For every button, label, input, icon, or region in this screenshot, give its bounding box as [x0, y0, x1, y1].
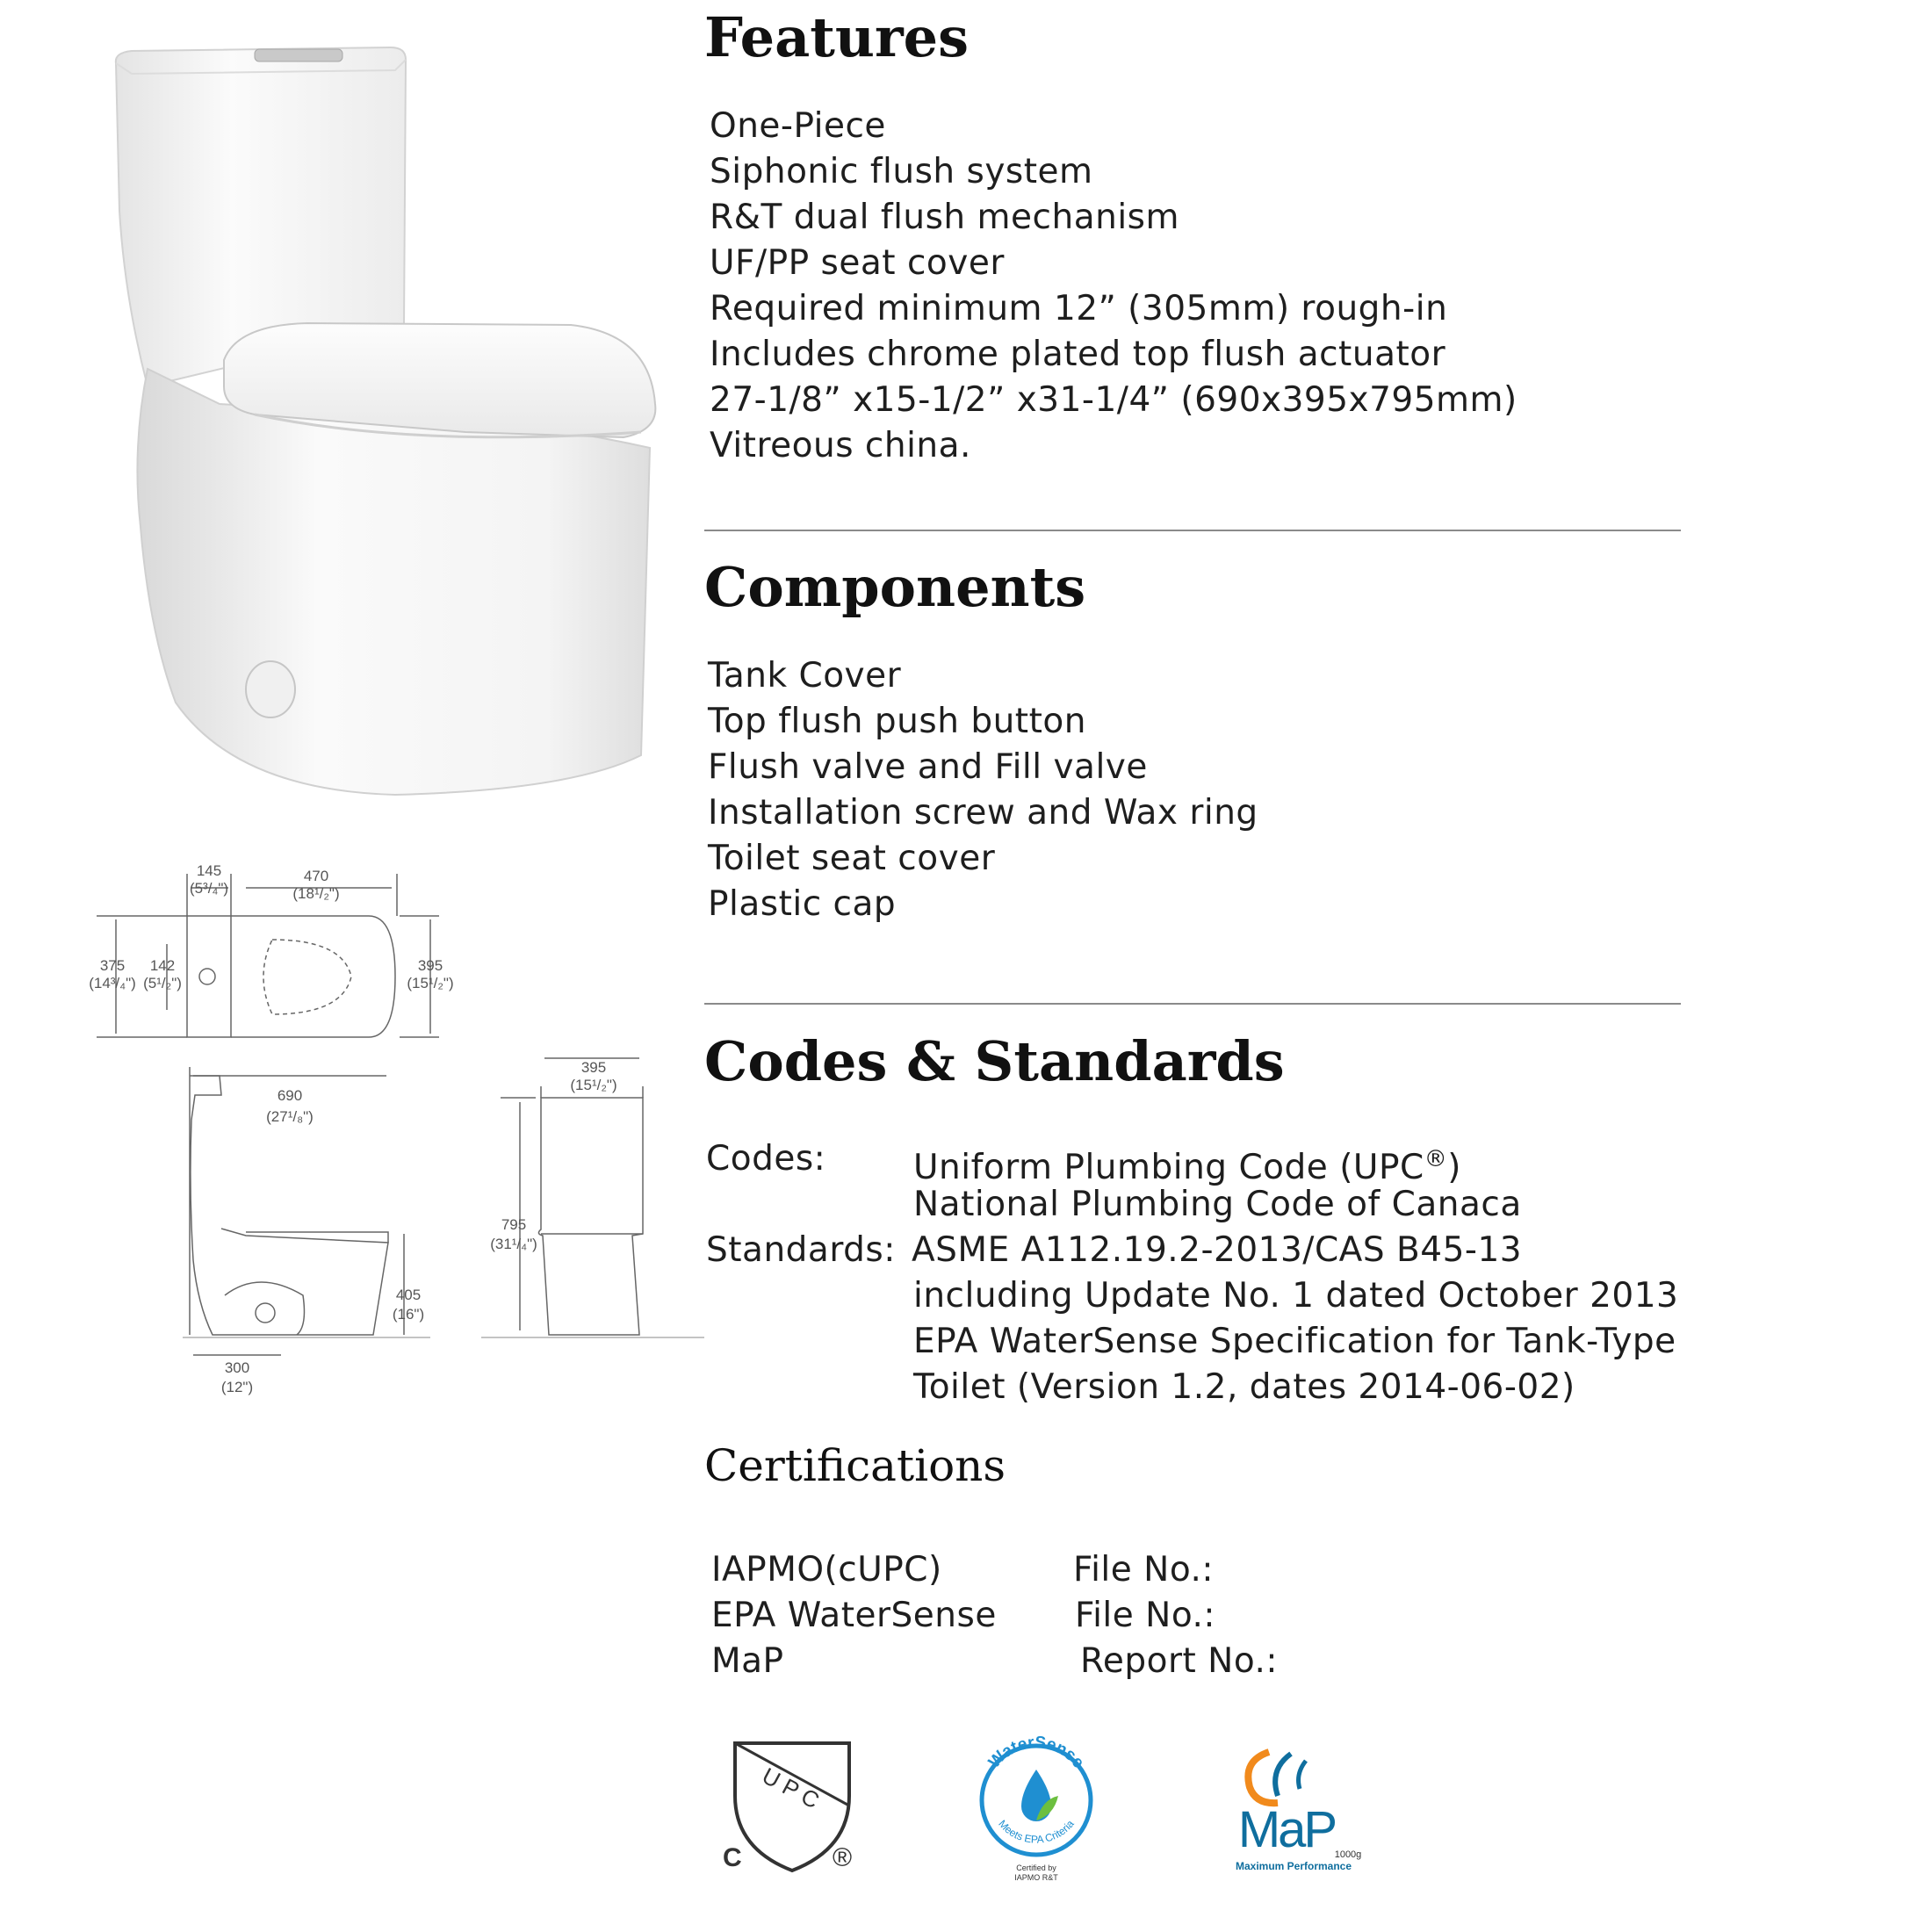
features-list: [710, 104, 1517, 469]
registered-mark: ®: [1424, 1146, 1448, 1172]
cert-file: File No.:: [1075, 1596, 1216, 1635]
cert-name: MaP: [711, 1641, 784, 1681]
feature-item: R&T dual flush mechanism: [710, 198, 1179, 237]
code-canada: National Plumbing Code of Canaca: [913, 1185, 1522, 1224]
cert-file: File No.:: [1073, 1550, 1215, 1590]
dim-395-top: 395: [417, 957, 443, 974]
feature-item: Includes chrome plated top flush actuator: [710, 335, 1446, 374]
dim-690: 690: [277, 1087, 303, 1104]
map-weight: 1000g: [1334, 1849, 1362, 1860]
svg-text:Meets EPA Criteria: [996, 1818, 1077, 1846]
standard-line: ASME A112.19.2-2013/CAS B45-13: [912, 1230, 1523, 1270]
component-item: Top flush push button: [708, 702, 1086, 741]
watersense-cert: Certified by: [1016, 1864, 1056, 1872]
cert-name: IAPMO(cUPC): [711, 1550, 942, 1590]
upc-text: U P C: [758, 1762, 824, 1814]
dim-300: 300: [224, 1359, 250, 1376]
upc-c: C: [723, 1843, 742, 1872]
cupc-logo: [716, 1734, 869, 1884]
dim-142: 142: [149, 957, 176, 974]
codes-heading: Codes & Standards: [704, 1029, 1285, 1093]
dim-795: 795: [501, 1216, 527, 1233]
dimension-drawing: [70, 856, 720, 1418]
dim-142-in: (5¹/₂"): [143, 975, 182, 991]
dim-395-top-in: (15¹/₂"): [407, 975, 454, 991]
code-upc: Uniform Plumbing Code (UPC: [913, 1148, 1424, 1187]
map-word: MaP: [1237, 1801, 1336, 1858]
cert-file: Report No.:: [1080, 1641, 1279, 1681]
dim-405-in: (16"): [392, 1306, 425, 1323]
dim-375-in: (14³/₄"): [89, 975, 136, 991]
feature-item: One-Piece: [710, 106, 886, 146]
standard-line: EPA WaterSense Specification for Tank-Type: [913, 1322, 1676, 1361]
component-item: Plastic cap: [708, 884, 897, 924]
code-upc-close: ): [1447, 1148, 1461, 1187]
dim-395-front: 395: [580, 1059, 607, 1076]
map-logo: [1208, 1734, 1383, 1884]
components-list: [708, 653, 1258, 927]
dim-395-front-in: (15¹/₂"): [570, 1077, 617, 1093]
dim-375: 375: [99, 957, 126, 974]
component-item: Tank Cover: [708, 656, 902, 696]
svg-text:WaterSense: [985, 1734, 1088, 1772]
watersense-cert2: IAPMO R&T: [1014, 1873, 1058, 1882]
top-view-bowl: [231, 916, 395, 1037]
standard-line: Toilet (Version 1.2, dates 2014-06-02): [913, 1367, 1575, 1407]
component-item: Toilet seat cover: [708, 839, 996, 878]
components-heading: Components: [704, 555, 1086, 619]
feature-item: 27-1/8” x15-1/2” x31-1/4” (690x395x795mm): [710, 380, 1517, 420]
dim-405: 405: [395, 1287, 422, 1303]
upc-reg: ®: [833, 1843, 853, 1872]
dim-145: 145: [196, 862, 222, 879]
dim-145-in: (5³/₄"): [189, 880, 229, 897]
section-divider: [704, 530, 1681, 531]
front-view-outline: [538, 1098, 643, 1335]
codes-label: Codes:: [706, 1139, 826, 1179]
standards-label: Standards:: [706, 1230, 896, 1270]
dim-300-in: (12"): [220, 1379, 254, 1395]
feature-item: Vitreous china.: [710, 426, 971, 465]
map-tagline: Maximum Performance: [1235, 1860, 1352, 1872]
watersense-meets: Meets EPA Criteria: [996, 1817, 1077, 1846]
feature-item: Required minimum 12” (305mm) rough-in: [710, 289, 1448, 328]
watersense-ring-text: WaterSense: [984, 1734, 1088, 1772]
dim-690-in: (27¹/₈"): [266, 1108, 314, 1125]
dim-795-in: (31¹/₄"): [490, 1236, 537, 1252]
dim-470-in: (18¹/₂"): [292, 885, 340, 902]
features-heading: Features: [704, 5, 969, 69]
certifications-heading: Certifications: [704, 1440, 1006, 1491]
feature-item: Siphonic flush system: [710, 152, 1093, 191]
section-divider: [704, 1003, 1681, 1005]
standard-line: including Update No. 1 dated October 2013: [913, 1276, 1679, 1316]
top-view-tank: [187, 916, 231, 1037]
watersense-logo: [970, 1734, 1102, 1884]
dim-470: 470: [303, 868, 329, 884]
feature-item: UF/PP seat cover: [710, 243, 1005, 283]
component-item: Installation screw and Wax ring: [708, 793, 1258, 833]
component-item: Flush valve and Fill valve: [708, 747, 1148, 787]
toilet-photo: [79, 35, 694, 817]
cert-name: EPA WaterSense: [711, 1596, 997, 1635]
